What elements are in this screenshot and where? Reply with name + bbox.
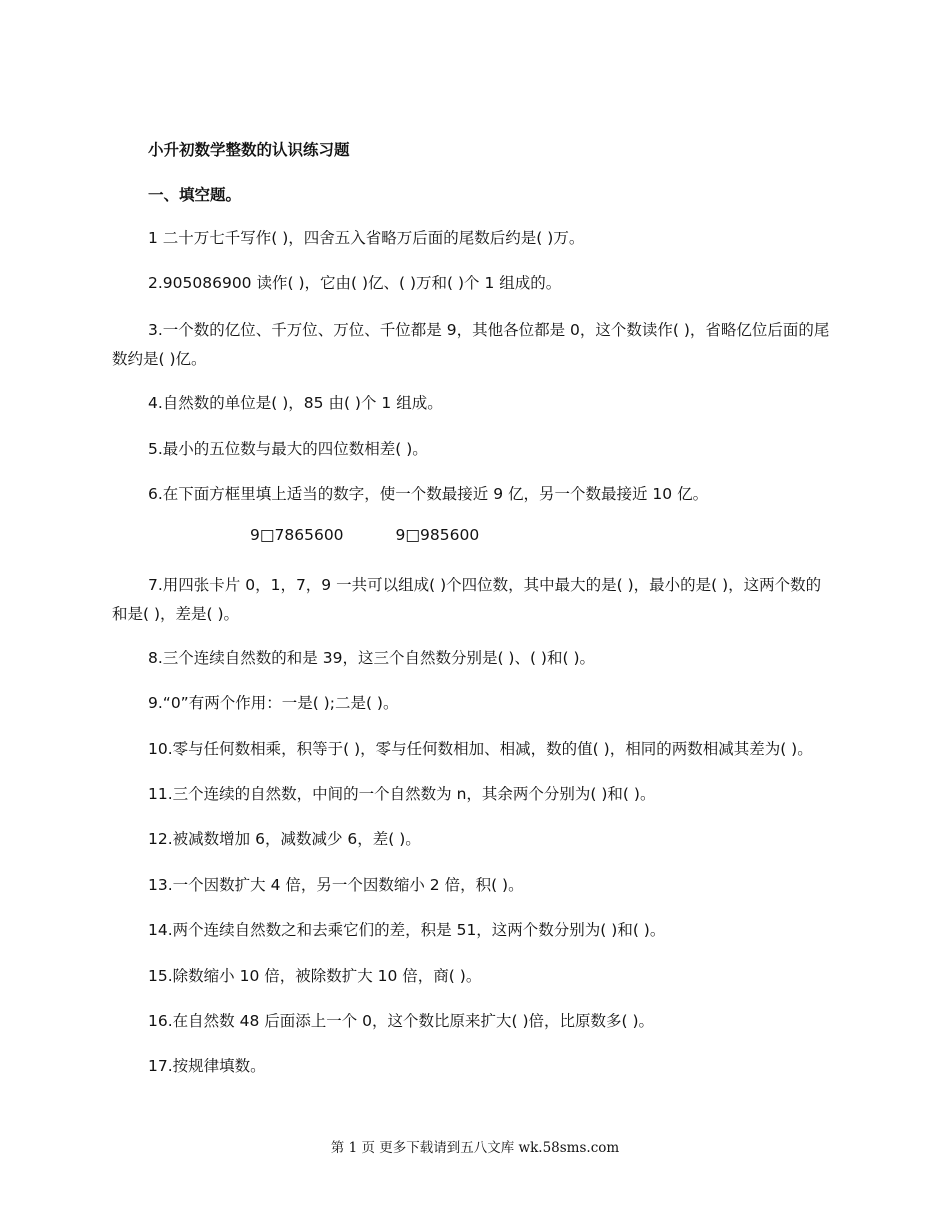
question-16: 16.在自然数 48 后面添上一个 0，这个数比原来扩大( )倍，比原数多( )。 (148, 1012, 655, 1030)
question-14: 14.两个连续自然数之和去乘它们的差，积是 51，这两个数分别为( )和( )。 (148, 921, 666, 939)
section-heading: 一、填空题。 (148, 186, 242, 204)
question-5: 5.最小的五位数与最大的四位数相差( )。 (148, 440, 428, 458)
question-7: 7.用四张卡片 0，1，7，9 一共可以组成( )个四位数，其中最大的是( )，最小的是( )，这两个数的和是( )，差是( )。 (112, 576, 822, 623)
question-9: 9.“0”有两个作用：一是( );二是( )。 (148, 694, 399, 712)
question-10: 10.零与任何数相乘，积等于( )，零与任何数相加、相减，数的值( )，相同的两数相减其差为( )。 (148, 740, 813, 758)
question-2: 2.905086900 读作( )，它由( )亿、( )万和( )个 1 组成的。 (148, 274, 562, 292)
question-6: 6.在下面方框里填上适当的数字，使一个数最接近 9 亿，另一个数最接近 10 亿。 (148, 485, 709, 503)
box-number-1: 9□7865600 (250, 526, 344, 544)
page-footer: 第 1 页 更多下载请到五八文库 wk.58sms.com (330, 1140, 620, 1156)
document-title: 小升初数学整数的认识练习题 (148, 141, 350, 159)
question-11: 11.三个连续的自然数，中间的一个自然数为 n，其余两个分别为( )和( )。 (148, 785, 656, 803)
box-number-row (250, 526, 479, 544)
question-8: 8.三个连续自然数的和是 39，这三个自然数分别是( )、( )和( )。 (148, 649, 596, 667)
question-12: 12.被减数增加 6，减数减少 6，差( )。 (148, 830, 421, 848)
question-13: 13.一个因数扩大 4 倍，另一个因数缩小 2 倍，积( )。 (148, 876, 524, 894)
question-15: 15.除数缩小 10 倍，被除数扩大 10 倍，商( )。 (148, 967, 482, 985)
box-number-2: 9□985600 (395, 526, 480, 544)
question-1: 1 二十万七千写作( )，四舍五入省略万后面的尾数后约是( )万。 (148, 229, 585, 247)
question-17: 17.按规律填数。 (148, 1057, 266, 1075)
question-4: 4.自然数的单位是( )，85 由( )个 1 组成。 (148, 394, 443, 412)
question-3: 3.一个数的亿位、千万位、万位、千位都是 9，其他各位都是 0，这个数读作( )，省略亿位后面的尾数约是( )亿。 (112, 321, 830, 368)
